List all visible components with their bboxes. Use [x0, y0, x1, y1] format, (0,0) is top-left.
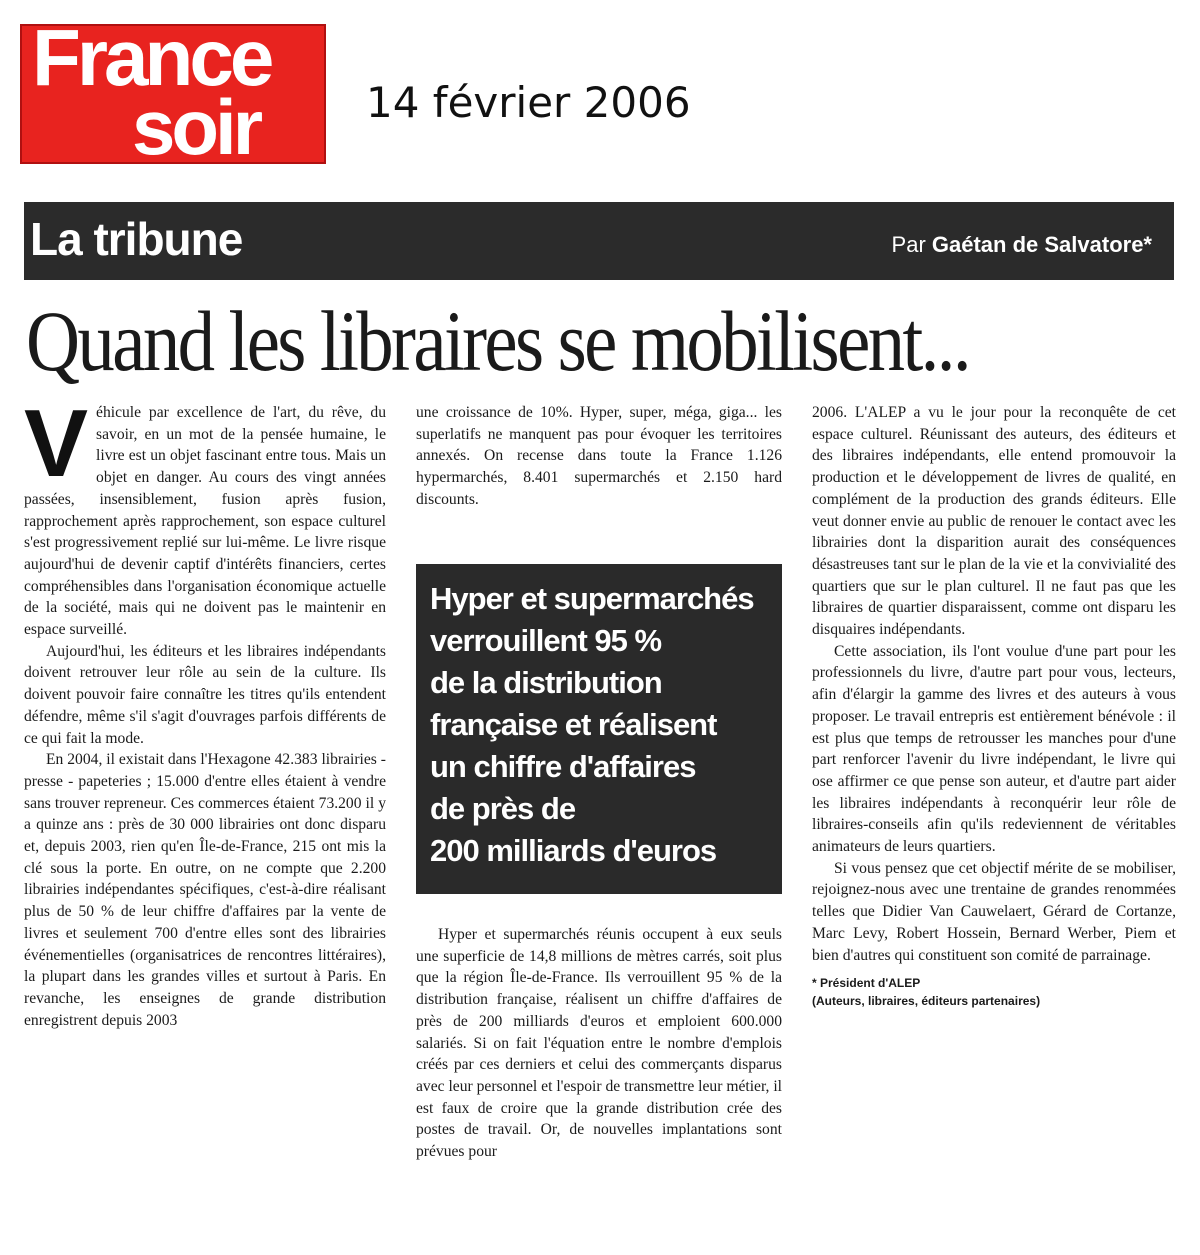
logo-line-1: France — [32, 13, 271, 102]
paragraph-text: éhicule par excellence de l'art, du rêve, du savoir, en un mot de la pensée humaine, le livre est un objet fascinant entre tous. Mais un objet en danger. Au cours des vingt années passées, insensiblement, fusion après fusion, rapprochement après rapprochement, son espace culturel s'est progressivement replié sur lui-même. Le livre risque aujourd'hui de devenir captif d'intérêts financiers, certes compréhensibles dans l'organisation économique actuelle de la société, mais qui ne doivent pas le maintenir en espace surveillé. — [24, 404, 386, 639]
pull-quote-line: Hyper et supermarchés — [430, 581, 754, 616]
article-headline: Quand les libraires se mobilisent... — [26, 293, 969, 389]
article-column-3 — [812, 402, 1176, 1010]
paragraph — [24, 390, 386, 641]
drop-cap: V — [24, 390, 89, 497]
logo-line-2: soir — [132, 83, 260, 171]
footnote-line: * Président d'ALEP — [812, 976, 921, 991]
france-soir-logo — [20, 13, 326, 171]
pull-quote-line: française et réalisent — [430, 707, 717, 742]
paragraph: 2006. L'ALEP a vu le jour pour la reconquête de cet espace culturel. Réunissant des auteurs, des éditeurs et des libraires indépendants, elle entend promouvoir la production et le développement de livres de qualité, en complément de la production des grands éditeurs. Elle veut donner envie au public de renouer le contact avec les librairies dont la disparition aurait des conséquences désastreuses tant sur le plan de la vie et la convivialité des quartiers que sur le plan culturel. Il ne faut pas que les libraires de quartier disparaissent, comme ont disparu les disquaires indépendants. — [812, 404, 1176, 639]
paragraph: Aujourd'hui, les éditeurs et les libraires indépendants doivent retrouver leur rôle au sein de la culture. Ils doivent pouvoir faire connaître les titres qu'ils entendent défendre, même s'il s'agit d'ouvrages parfois différents de ce qui fait la mode. — [24, 642, 386, 747]
paragraph: Cette association, ils l'ont voulue d'une part pour les professionnels du livre, d'autre part pour vous, lecteurs, afin d'élargir la gamme des livres et des auteurs à vous proposer. Le travail entrepris est entièrement bénévole : il est plus que temps de retrousser les manches pour d'une part renforcer l'avenir du livre indépendant, le livre qui ose affirmer ce que pense son auteur, et d'autre part aider les libraires indépendants à reconquérir leur rôle de libraires-conseils afin qu'ils redeviennent de véritables animateurs de leurs quartiers. — [812, 642, 1176, 856]
paragraph: une croissance de 10%. Hyper, super, méga, giga... les superlatifs ne manquent pas pour évoquer les territoires annexés. On recense dans toute la France 1.126 hypermarchés, 8.401 supermarchés et 2.150 hard discounts. — [416, 404, 782, 508]
article-column-1 — [24, 390, 386, 1031]
article-column-2-top — [416, 402, 782, 511]
publication-date: 14 février 2006 — [366, 78, 691, 127]
section-rubric: La tribune — [30, 213, 243, 265]
pull-quote — [416, 564, 782, 894]
pull-quote-line: verrouillent 95 % — [430, 623, 662, 658]
section-banner — [24, 202, 1174, 280]
footnote-line: (Auteurs, libraires, éditeurs partenaires) — [812, 994, 1041, 1009]
author-name: Gaétan de Salvatore* — [931, 232, 1152, 257]
paragraph: Hyper et supermarchés réunis occupent à eux seuls une superficie de 14,8 millions de mètres carrés, soit plus que la région Île-de-France. Ils verrouillent 95 % de la distribution française, réalisent un chiffre d'affaires de près de 200 milliards d'euros et emploient 600.000 salariés. Si on fait l'équation entre le nombre d'emplois créés par ces derniers et celui des commerçants disparus avec leur personnel et l'espoir de transmettre leur métier, il est faux de croire que la grande distribution crée des postes de travail. Or, de nouvelles implantations sont prévues pour — [416, 926, 782, 1161]
article-column-2-bottom — [416, 924, 782, 1163]
pull-quote-line: de la distribution — [430, 665, 662, 700]
paragraph: En 2004, il existait dans l'Hexagone 42.383 librairies - presse - papeteries ; 15.000 d'entre elles étaient à vendre sans trouver repreneur. Ces commerces étaient 73.200 il y a quinze ans : près de 30 000 librairies ont donc disparu et, depuis 2003, rien qu'en Île-de-France, 215 ont mis la clé sous la porte. En outre, on ne compte que 2.200 librairies indépendantes spécifiques, c'est-à-dire réalisant plus de 50 % de leur chiffre d'affaires par la vente de livres et seulement 700 d'entre elles sont des librairies événementielles (organisatrices de rencontres littéraires), la plupart dans les grandes villes et surtout à Paris. En revanche, les enseignes de grande distribution enregistrent depuis 2003 — [24, 751, 386, 1029]
footnote — [812, 974, 1176, 1010]
pull-quote-line: de près de — [430, 791, 576, 826]
pull-quote-line: 200 milliards d'euros — [430, 833, 717, 868]
pull-quote-line: un chiffre d'affaires — [430, 749, 696, 784]
paragraph: Si vous pensez que cet objectif mérite de se mobiliser, rejoignez-nous avec une trentaine de grandes renommées telles que Didier Van Cauwelaert, Gérard de Cortanze, Marc Levy, Robert Hossein, Bernard Werber, Piem et bien d'autres qui constituent son comité de parrainage. — [812, 859, 1176, 964]
byline-prefix: Par — [891, 232, 932, 257]
byline — [892, 232, 1152, 258]
